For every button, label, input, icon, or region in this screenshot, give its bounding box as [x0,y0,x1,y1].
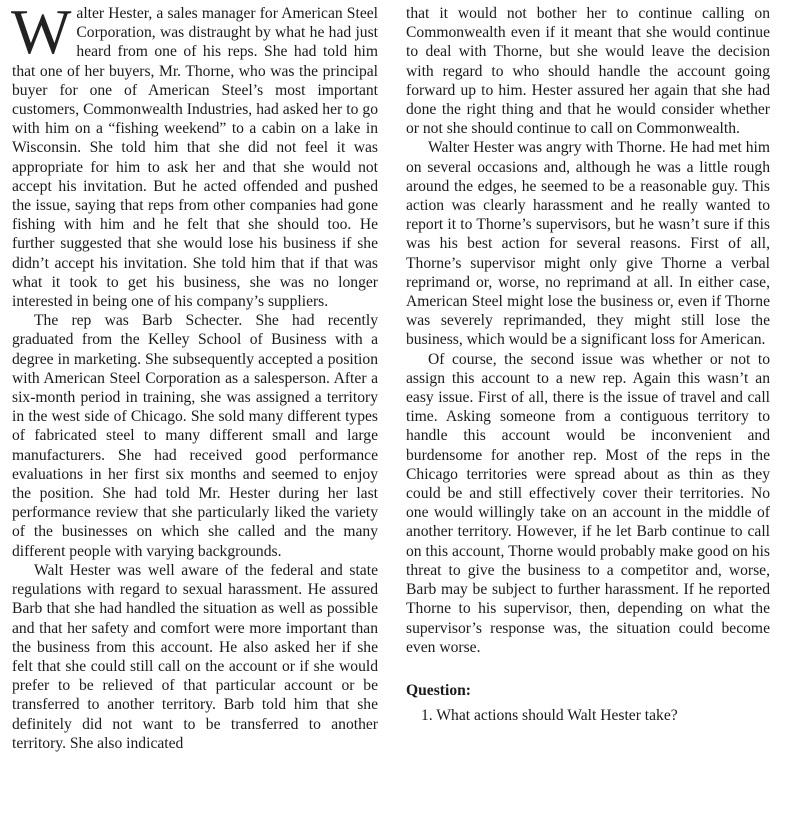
right-column [406,4,770,725]
question-item: 1. What actions should Walt Hester take? [421,707,678,725]
paragraph-3: Walt Hester was well aware of the federal and state regulations with regard to sexual harassment. He assured Barb that she had handled the situation as well as possible and that her safety and comfort were more important than the business from this account. He also asked her if she felt that she could still call on the account or if she would prefer to be relieved of that particular account or be transferred to another territory. Barb told him that she definitely did not want to be transferred to another territory. She also indicated [12,561,378,752]
paragraph-5: Of course, the second issue was whether or not to assign this account to a new rep. Again this wasn’t an easy issue. First of all, there is the issue of travel and call time. Asking someone from a contiguous territory to handle this account would be inconvenient and burdensome for another rep. Most of the reps in the Chicago territories were spread about as thin as they could be and still effectively cover their territories. No one would willingly take on an account in the middle of another territory. However, if he let Barb continue to call on this account, Thorne would probably make good on his threat to give the business to a competitor and, worse, Barb may be subject to further harassment. If he reported Thorne to his supervisor, then, depending on what the supervisor’s response was, the situation could become even worse. [406,350,770,656]
question-heading: Question: [406,681,471,699]
left-column [11,0,378,753]
question-list [406,706,770,725]
paragraph-1 [11,0,378,311]
paragraph-4: Walter Hester was angry with Thorne. He had met him on several occasions and, although he was a little rough around the edges, he seemed to be a reasonable guy. This action was clearly harassment and he really wanted to report it to Thorne’s supervisors, but he wasn’t sure if this was his best action for several reasons. First of all, Thorne’s supervisor might only give Thorne a verbal reprimand or, worse, no reprimand at all. In either case, American Steel might lose the business or, even if Thorne was severely reprimanded, they might still lose the business, which would be a significant loss for American. [406,139,770,349]
paragraph-1-text: alter Hester, a sales manager for American Steel Corporation, was distraught by what he had just heard from one of his reps. She had told him that one of her buyers, Mr. Thorne, who was the principal buyer for one of American Steel’s most important customers, Commonwealth Industries, had asked her to go with him on a “fishing weekend” to a cabin on a lake in Wisconsin. She told him that she did not feel it was appropriate for him to ask her and that she would not accept his invitation. But he acted offended and pushed the issue, saying that reps from other companies had gone fishing with him and he felt that she should too. He further suggested that she would lose his business if she didn’t accept his invitation. She told him that if that was what it took to get his business, she was no longer interested in being one of his company’s suppliers. [12,5,378,311]
paragraph-3-continued: that it would not bother her to continue calling on Commonwealth even if it meant that she would continue to deal with Thorne, but she would leave the decision with regard to who should handle the account going forward up to him. Hester assured her again that she had done the right thing and that he would consider whether or not she should continue to call on Commonwealth. [406,5,770,138]
drop-cap: W [11,0,72,67]
paragraph-2: The rep was Barb Schecter. She had recently graduated from the Kelley School of Business with a degree in marketing. She subsequently accepted a position with American Steel Corporation as a salesperson. After a six-month period in training, she was assigned a territory in the west side of Chicago. She sold many different types of fabricated steel to many different small and large manufacturers. She had received good performance evaluations in her first six months and seemed to enjoy the position. She had told Mr. Hester during her last performance review that she particularly liked the variety of the businesses on which she called and the many different people with varying backgrounds. [12,312,378,560]
